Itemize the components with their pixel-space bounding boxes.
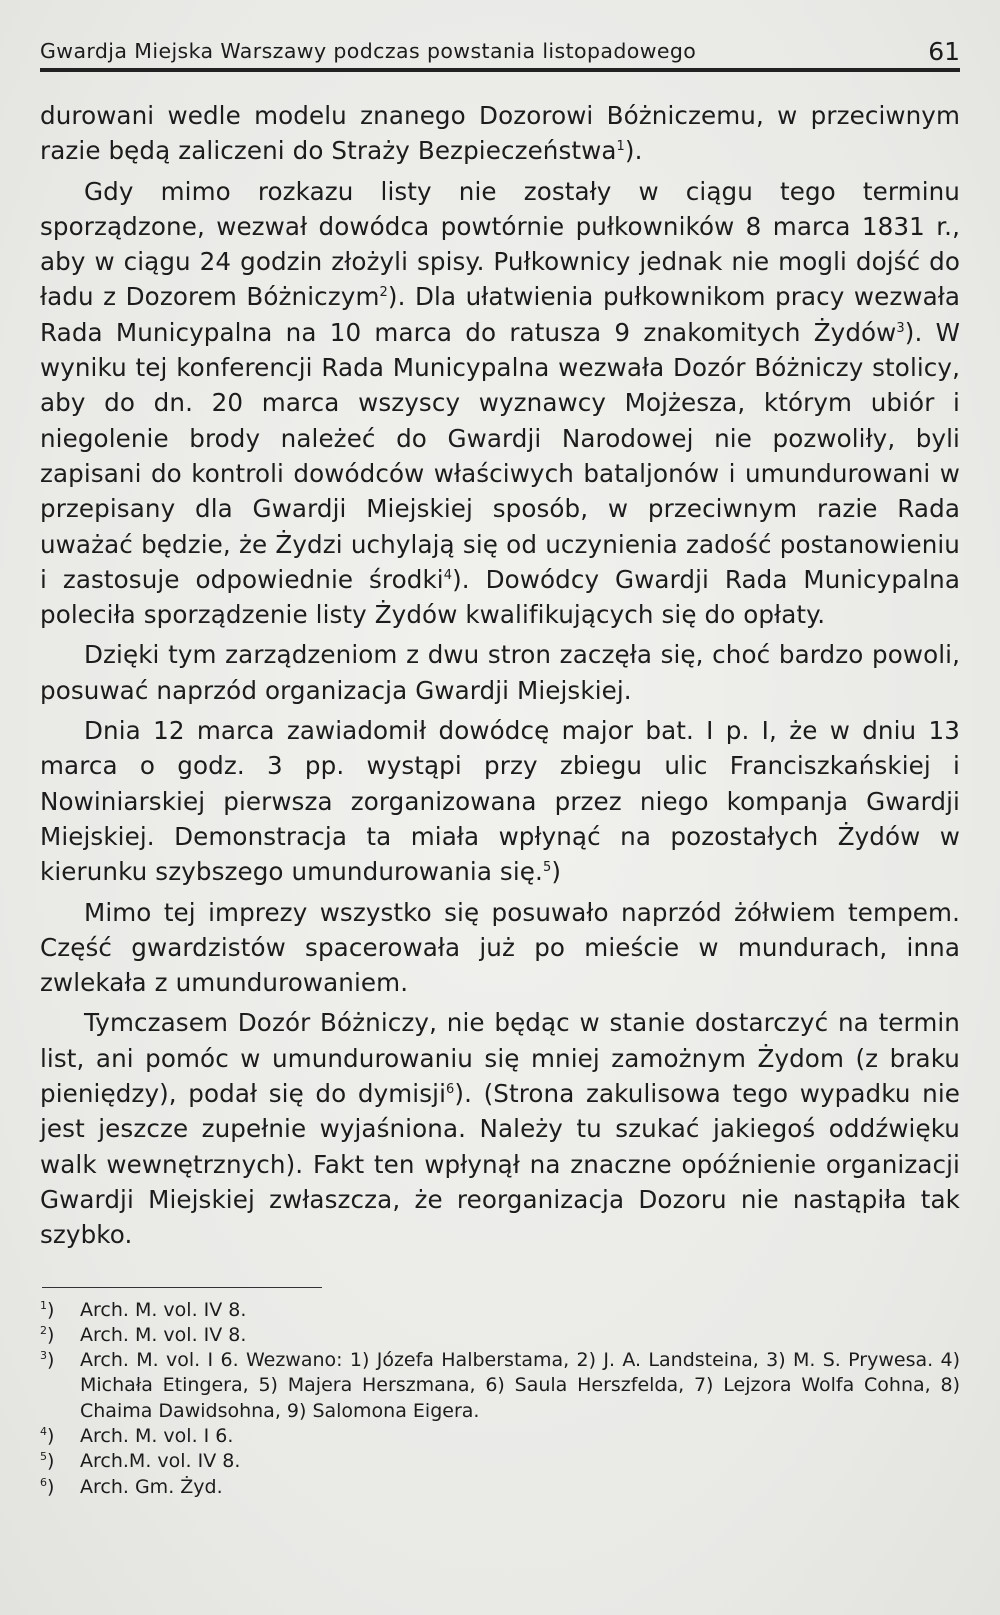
footnotes (40, 1298, 960, 1500)
footnote-mark: $^3$) (40, 1349, 55, 1372)
footnote-text: Arch.M. vol. IV 8. (80, 1450, 241, 1473)
footnote (40, 1298, 960, 1323)
footnote-mark: $^2$) (40, 1323, 55, 1346)
footnote (40, 1348, 960, 1424)
footnote-text: Arch. M. vol. IV 8. (80, 1323, 247, 1346)
footnote-mark: $^5$) (40, 1450, 55, 1473)
footnote-text: Arch. Gm. Żyd. (80, 1475, 223, 1498)
footnote-text: Arch. M. vol. I 6. Wezwano: 1) Józefa Halberstama, 2) J. A. Landsteina, 3) M. S. Prywesa. 4) Michała Etingera, 5) Majera Herszmana, 6) Saula Herszfelda, 7) Lejzora Wolfa Cohna, 8) Chaima Dawidsohna, 9) Salomona Eigera. (80, 1349, 960, 1422)
footnote-ref-5[interactable]: 5 (542, 860, 552, 876)
footnote (40, 1449, 960, 1474)
running-title: Gwardja Miejska Warszawy podczas powstania listopadowego (40, 39, 697, 63)
footnote-ref-1[interactable]: 1 (616, 139, 625, 155)
paragraph-5: Mimo tej imprezy wszystko się posuwało naprzód żółwiem tempem. Część gwardzistów spacerowała już po mieście w mundurach, inna zwlekała z umundurowaniem. (40, 897, 960, 998)
body-text (40, 98, 960, 1253)
footnote-mark: $^4$) (40, 1424, 55, 1447)
footnote-ref-2[interactable]: 2 (379, 285, 388, 301)
running-head (40, 30, 960, 72)
footnote-divider (42, 1287, 322, 1288)
footnote-ref-6[interactable]: 6 (446, 1082, 455, 1098)
paragraph-2: Gdy mimo rozkazu listy nie zostały w ciągu tego terminu sporządzone, wezwał dowódca powtórnie pułkowników 8 marca 1831 r., aby w ciągu 24 godzin złożyli spisy. Pułkownicy jednak nie mogli dojść do ładu z Dozorem Bóżniczym$^2$). Dla ułatwienia pułkownikom pracy wezwała Rada Municypalna na 10 marca do ratusza 9 znakomitych Żydów$^3$). W wyniku tej konferencji Rada Municypalna wezwała Dozór Bóżniczy stolicy, aby do dn. 20 marca wszyscy wyznawcy Mojżesza, którym ubiór i niegolenie brody należeć do Gwardji Narodowej nie pozwoliły, byli zapisani do kontroli dowódców właściwych bataljonów i umundurowani w przepisany dla Gwardji Miejskiej sposób, w przeciwnym razie Rada uważać będzie, że Żydzi uchylają się od uczynienia zadość postanowieniu i zastosuje odpowiednie środki$^4$). Dowódcy Gwardji Rada Municypalna poleciła sporządzenie listy Żydów kwalifikujących się do opłaty. (40, 176, 960, 630)
paragraph-4: Dnia 12 marca zawiadomił dowódcę major bat. I p. I, że w dniu 13 marca o godz. 3 pp. wystąpi przy zbiegu ulic Franciszkańskiej i Nowiniarskiej pierwsza zorganizowana przez niego kompanja Gwardji Miejskiej. Demonstracja ta miała wpłynąć na pozostałych Żydów w kierunku szybszego umundurowania się.$^5$) (40, 716, 960, 887)
footnote-ref-4[interactable]: 4 (443, 567, 453, 583)
footnote-ref-3[interactable]: 3 (896, 320, 905, 336)
footnote-text: Arch. M. vol. IV 8. (80, 1298, 247, 1321)
footnote-mark: $^1$) (40, 1298, 55, 1321)
page-number: 61 (928, 37, 960, 66)
footnote-mark: $^6$) (40, 1475, 55, 1498)
paragraph-6: Tymczasem Dozór Bóżniczy, nie będąc w stanie dostarczyć na termin list, ani pomóc w umundurowaniu się mniej zamożnym Żydom (z braku pieniędzy), podał się do dymisji$^6$). (Strona zakulisowa tego wypadku nie jest jeszcze zupełnie wyjaśniona. Należy tu szukać jakiegoś oddźwięku walk wewnętrznych). Fakt ten wpłynął na znaczne opóźnienie organizacji Gwardji Miejskiej zwłaszcza, że reorganizacja Dozoru nie nastąpiła tak szybko. (40, 1008, 960, 1250)
footnote-text: Arch. M. vol. I 6. (80, 1424, 234, 1447)
paragraph-1: durowani wedle modelu znanego Dozorowi Bóżniczemu, w przeciwnym razie będą zaliczeni do Straży Bezpieczeństwa$^1$). (40, 101, 960, 166)
paragraph-3: Dzięki tym zarządzeniom z dwu stron zaczęła się, choć bardzo powoli, posuwać naprzód organizacja Gwardji Miejskiej. (40, 640, 960, 705)
footnote (40, 1475, 960, 1500)
footnote (40, 1323, 960, 1348)
footnote (40, 1424, 960, 1449)
